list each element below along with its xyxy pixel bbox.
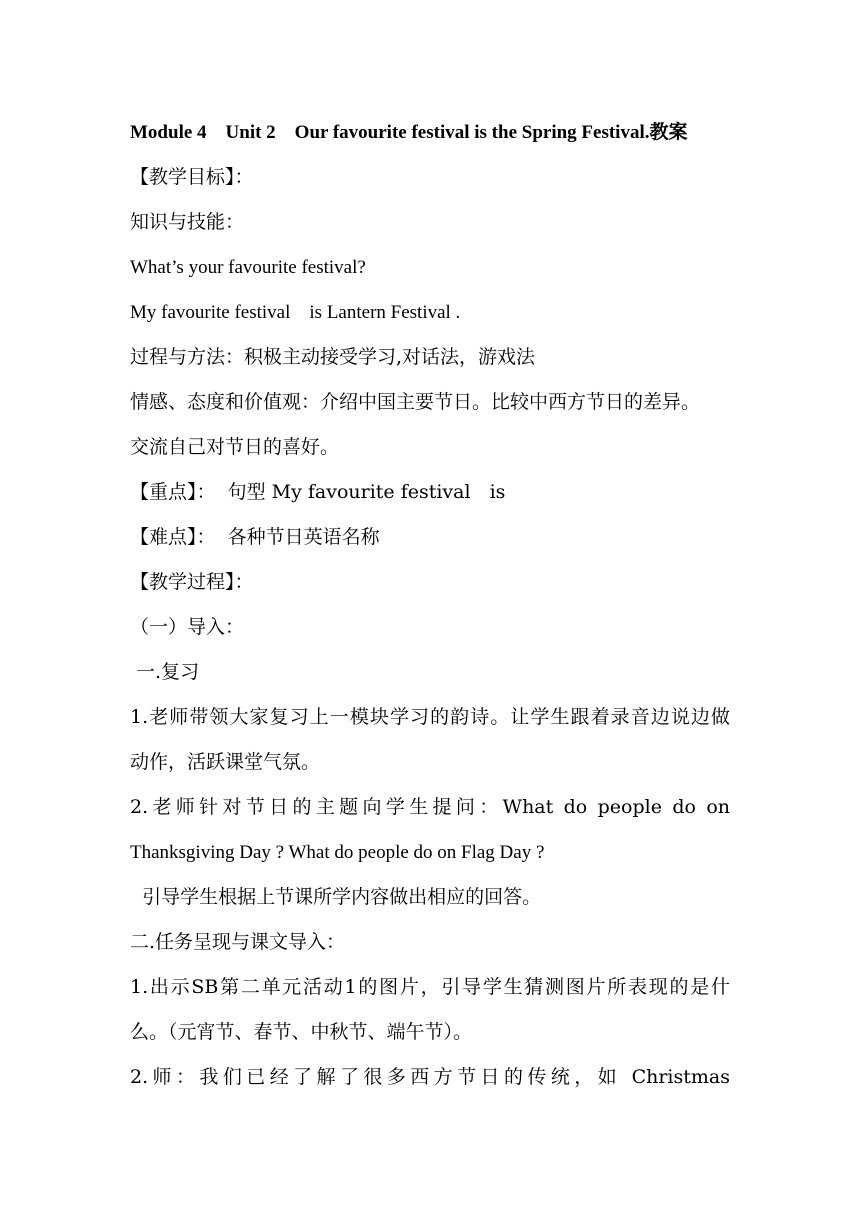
subheading-knowledge-skills: 知识与技能： (130, 211, 245, 233)
step-review-heading: 一.复习 (130, 661, 200, 683)
target-sentence-question: What’s your favourite festival? (130, 257, 366, 278)
document-title: Module 4 Unit 2 Our favourite festival is the Spring Festival.教案 (130, 122, 688, 143)
review-item-2: 2.老师针对节日的主题向学生提问：What do people do on (130, 796, 730, 818)
review-item-2-continued: Thanksgiving Day ? What do people do on Flag Day ? (130, 842, 545, 863)
emotion-attitude-values-continued: 交流自己对节日的喜好。 (130, 436, 340, 458)
section-heading-teaching-process: 【教学过程】： (130, 571, 254, 593)
difficult-point: 【难点】： 各种节日英语名称 (130, 526, 380, 548)
review-item-1-continued: 动作，活跃课堂气氛。 (130, 751, 321, 773)
process-and-methods: 过程与方法：积极主动接受学习,对话法，游戏法 (130, 346, 536, 368)
step-introduction: （一）导入： (130, 616, 245, 638)
review-item-1: 1.老师带领大家复习上一模块学习的韵诗。让学生跟着录音边说边做 (130, 706, 730, 728)
step-task-heading: 二.任务呈现与课文导入： (130, 931, 346, 953)
section-heading-teaching-objectives: 【教学目标】： (130, 166, 254, 188)
task-item-2: 2.师：我们已经了解了很多西方节日的传统，如 Christmas (130, 1066, 730, 1088)
emotion-attitude-values: 情感、态度和价值观：介绍中国主要节日。比较中西方节日的差异。 (130, 391, 701, 413)
task-item-1: 1.出示SB第二单元活动1的图片，引导学生猜测图片所表现的是什 (130, 976, 730, 998)
document-body (130, 110, 730, 1100)
task-item-1-continued: 么。（元宵节、春节、中秋节、端午节）。 (130, 1021, 473, 1043)
review-item-2-guidance: 引导学生根据上节课所学内容做出相应的回答。 (130, 886, 542, 908)
key-point: 【重点】： 句型 My favourite festival is (130, 481, 506, 503)
target-sentence-answer: My favourite festival is Lantern Festival . (130, 302, 461, 323)
